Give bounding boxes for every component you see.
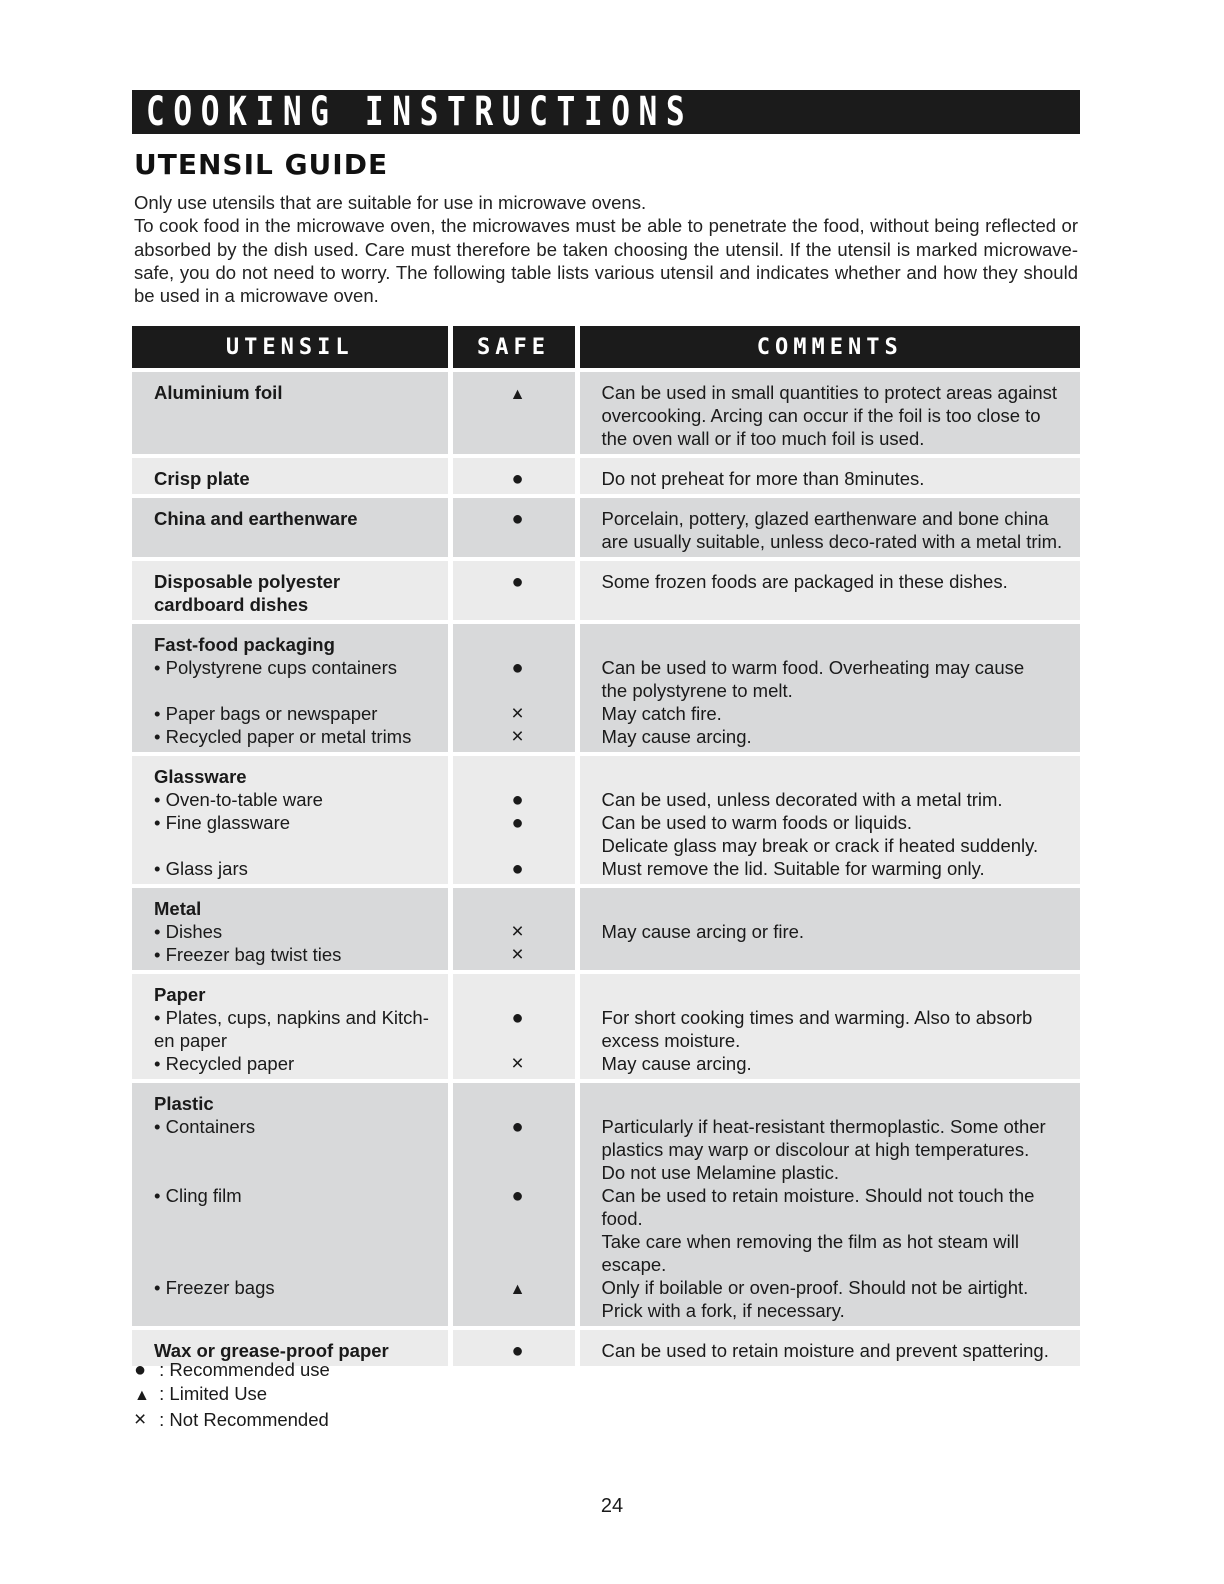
comment-cell: [577, 370, 1080, 456]
comment-line: Can be used, unless decorated with a metal trim.: [601, 789, 1003, 810]
utensil-name: Metal: [154, 898, 202, 919]
comment-line: Do not preheat for more than 8minutes.: [601, 468, 925, 489]
section-banner: [132, 90, 1080, 134]
comment-line: [602, 943, 1067, 966]
comment-cell: [577, 622, 1080, 754]
utensil-sub-item: [154, 1138, 434, 1161]
comment-line: Can be used to retain moisture and prevent spattering.: [601, 1340, 1049, 1361]
utensil-sub-item: • Oven-to-table ware: [154, 789, 323, 810]
comment-line: Prick with a fork, if necessary.: [601, 1300, 845, 1321]
legend-item-recommended: [134, 1358, 330, 1382]
safe-line: [475, 1052, 561, 1075]
comment-line: [602, 633, 1067, 656]
recommended-circle-icon: ●: [511, 1185, 524, 1207]
safe-line: [475, 1184, 561, 1207]
utensil-sub-item: [154, 1230, 434, 1253]
utensil-cell: [132, 370, 450, 456]
comment-line: May catch fire.: [601, 703, 722, 724]
comment-line: Porcelain, pottery, glazed earthenware and bone china: [601, 508, 1049, 529]
utensil-sub-item: • Freezer bag twist ties: [154, 944, 342, 965]
recommended-circle-icon: ●: [511, 657, 524, 679]
comment-line: Do not use Melamine plastic.: [601, 1162, 840, 1183]
safe-line: [475, 530, 561, 553]
recommended-circle-icon: ●: [511, 812, 524, 834]
safe-line: [475, 570, 561, 593]
safe-line: [475, 857, 561, 880]
utensil-sub-item: • Cling film: [154, 1185, 242, 1206]
safe-cell: [450, 1081, 577, 1328]
safe-line: [475, 765, 561, 788]
utensil-sub-item: • Polystyrene cups containers: [154, 657, 397, 678]
comment-line: Delicate glass may break or crack if heated suddenly.: [601, 835, 1039, 856]
comment-cell: [577, 456, 1080, 496]
comment-line: excess moisture.: [601, 1030, 741, 1051]
comment-cell: [577, 886, 1080, 972]
utensil-cell: [132, 559, 450, 622]
limited-triangle-icon: ▲: [509, 386, 526, 403]
comment-line: are usually suitable, unless deco-rated with a metal trim.: [601, 531, 1063, 552]
safe-line: [475, 1253, 561, 1276]
safe-line: [475, 1161, 561, 1184]
table-row: [132, 496, 1080, 559]
not-recommended-cross-icon: ×: [511, 702, 524, 725]
page-subtitle: UTENSIL GUIDE: [134, 148, 389, 181]
utensil-sub-item: • Containers: [154, 1116, 256, 1137]
comment-line: Must remove the lid. Suitable for warming only.: [601, 858, 985, 879]
comment-line: the oven wall or if too much foil is used.: [601, 428, 925, 449]
comment-cell: [577, 496, 1080, 559]
header-safe: SAFE: [450, 326, 577, 370]
safe-line: [475, 1276, 561, 1299]
safe-line: [475, 725, 561, 748]
recommended-circle-icon: ●: [511, 1116, 524, 1138]
intro-paragraph-1: Only use utensils that are suitable for use in microwave ovens.: [134, 192, 647, 213]
utensil-sub-item: [154, 1253, 434, 1276]
comment-line: For short cooking times and warming. Also to absorb: [601, 1007, 1033, 1028]
symbol-legend: [134, 1358, 330, 1431]
recommended-circle-icon: ●: [134, 1359, 147, 1381]
header-comments: COMMENTS: [577, 326, 1080, 370]
comment-line: [602, 593, 1067, 616]
recommended-circle-icon: ●: [511, 508, 524, 530]
comment-line: [602, 1092, 1067, 1115]
comment-cell: [577, 1081, 1080, 1328]
safe-line: [475, 633, 561, 656]
safe-line: [475, 1299, 561, 1322]
page-number: 24: [600, 1495, 624, 1517]
safe-line: [475, 1339, 561, 1362]
safe-line: [475, 427, 561, 450]
safe-line: [475, 1138, 561, 1161]
safe-line: [475, 1207, 561, 1230]
legend-label: : Recommended use: [154, 1359, 330, 1380]
recommended-circle-icon: ●: [511, 1340, 524, 1362]
intro-paragraph-2: To cook food in the microwave oven, the microwaves must be able to penetrate the food, without being reflected or absorbed by the dish used. Care must therefore be taken choosing the utensil. If the utensil is marked microwave-safe, you do not need to worry. The following table lists various utensil and indicates whether and how they should be used in a microwave oven.: [134, 215, 1078, 307]
utensil-sub-item: [154, 679, 434, 702]
utensil-name: Fast-food packaging: [154, 634, 335, 655]
table-row: [132, 370, 1080, 456]
utensil-cell: [132, 456, 450, 496]
comment-line: Some frozen foods are packaged in these dishes.: [601, 571, 1008, 592]
utensil-sub-item: [154, 834, 434, 857]
safe-line: [475, 943, 561, 966]
table-row: [132, 622, 1080, 754]
safe-cell: [450, 456, 577, 496]
comment-line: Take care when removing the film as hot steam will: [601, 1231, 1019, 1252]
table-row: [132, 886, 1080, 972]
intro-text: [134, 191, 1078, 307]
safe-line: [475, 507, 561, 530]
utensil-sub-item: en paper: [154, 1030, 228, 1051]
comment-line: Particularly if heat-resistant thermoplastic. Some other: [601, 1116, 1046, 1137]
comment-line: Can be used to warm food. Overheating may cause: [601, 657, 1025, 678]
comment-cell: [577, 972, 1080, 1081]
comment-cell: [577, 1328, 1080, 1366]
comment-line: escape.: [601, 1254, 667, 1275]
comment-line: Can be used to warm foods or liquids.: [601, 812, 913, 833]
utensil-sub-item: [154, 1207, 434, 1230]
safe-line: [475, 467, 561, 490]
utensil-name: Paper: [154, 984, 206, 1005]
comment-line: Can be used to retain moisture. Should not touch the: [601, 1185, 1035, 1206]
safe-line: [475, 404, 561, 427]
safe-cell: [450, 496, 577, 559]
comment-line: May cause arcing or fire.: [601, 921, 805, 942]
safe-line: [475, 702, 561, 725]
table-row: [132, 972, 1080, 1081]
safe-line: [475, 834, 561, 857]
utensil-cell: [132, 622, 450, 754]
legend-label: : Not Recommended: [154, 1408, 329, 1430]
utensil-cell: [132, 1081, 450, 1328]
utensil-sub-item: • Plates, cups, napkins and Kitch-: [154, 1007, 429, 1028]
comment-line: plastics may warp or discolour at high temperatures.: [601, 1139, 1030, 1160]
utensil-sub-item: • Paper bags or newspaper: [154, 703, 378, 724]
utensil-name: Disposable polyester: [154, 571, 341, 592]
recommended-circle-icon: ●: [511, 1007, 524, 1029]
utensil-name: Plastic: [154, 1093, 214, 1114]
utensil-name: China and earthenware: [154, 508, 358, 529]
utensil-name: cardboard dishes: [154, 594, 309, 615]
safe-cell: [450, 370, 577, 456]
safe-line: [475, 811, 561, 834]
utensil-name: Wax or grease-proof paper: [154, 1340, 389, 1361]
utensil-name: Aluminium foil: [154, 382, 283, 403]
safe-cell: [450, 622, 577, 754]
safe-line: [475, 1092, 561, 1115]
not-recommended-cross-icon: ×: [511, 920, 524, 943]
utensil-sub-item: • Recycled paper or metal trims: [154, 726, 412, 747]
comment-line: [602, 983, 1067, 1006]
comment-cell: [577, 559, 1080, 622]
utensil-name: Glassware: [154, 766, 247, 787]
safe-line: [475, 983, 561, 1006]
safe-line: [475, 381, 561, 404]
comment-line: food.: [601, 1208, 643, 1229]
table-row: [132, 456, 1080, 496]
utensil-cell: [132, 972, 450, 1081]
safe-line: [475, 920, 561, 943]
not-recommended-cross-icon: ×: [511, 725, 524, 748]
safe-cell: [450, 886, 577, 972]
safe-line: [475, 1029, 561, 1052]
not-recommended-cross-icon: ×: [134, 1407, 147, 1431]
safe-line: [475, 788, 561, 811]
safe-line: [475, 1115, 561, 1138]
comment-cell: [577, 754, 1080, 886]
comment-line: [602, 897, 1067, 920]
utensil-sub-item: • Fine glassware: [154, 812, 291, 833]
table-body: [132, 370, 1080, 1366]
utensil-name: Crisp plate: [154, 468, 250, 489]
safe-cell: [450, 972, 577, 1081]
utensil-cell: [132, 886, 450, 972]
safe-cell: [450, 1328, 577, 1366]
legend-item-not-recommended: [134, 1408, 330, 1431]
table-row: [132, 1081, 1080, 1328]
safe-line: [475, 1230, 561, 1253]
comment-line: Can be used in small quantities to protect areas against: [601, 382, 1058, 403]
recommended-circle-icon: ●: [511, 789, 524, 811]
utensil-sub-item: • Freezer bags: [154, 1277, 275, 1298]
banner-title: COOKING INSTRUCTIONS: [146, 90, 694, 134]
safe-line: [475, 679, 561, 702]
comment-line: May cause arcing.: [601, 1053, 752, 1074]
utensil-sub-item: [154, 1161, 434, 1184]
not-recommended-cross-icon: ×: [511, 1052, 524, 1075]
recommended-circle-icon: ●: [511, 468, 524, 490]
header-utensil: UTENSIL: [132, 326, 450, 370]
table-row: [132, 559, 1080, 622]
utensil-cell: [132, 496, 450, 559]
comment-line: overcooking. Arcing can occur if the foil is too close to: [601, 405, 1041, 426]
legend-item-limited: [134, 1382, 330, 1407]
comment-line: May cause arcing.: [601, 726, 752, 747]
utensil-sub-item: • Glass jars: [154, 858, 248, 879]
utensil-cell: [132, 754, 450, 886]
safe-cell: [450, 754, 577, 886]
safe-line: [475, 593, 561, 616]
safe-cell: [450, 559, 577, 622]
table-row: [132, 754, 1080, 886]
utensil-sub-item: [154, 1299, 434, 1322]
comment-line: [602, 765, 1067, 788]
safe-line: [475, 656, 561, 679]
safe-line: [475, 897, 561, 920]
legend-label: : Limited Use: [154, 1383, 268, 1405]
recommended-circle-icon: ●: [511, 571, 524, 593]
comment-line: Only if boilable or oven-proof. Should not be airtight.: [601, 1277, 1029, 1298]
utensil-sub-item: • Dishes: [154, 921, 223, 942]
safe-line: [475, 1006, 561, 1029]
table-header-row: [132, 326, 1080, 370]
recommended-circle-icon: ●: [511, 858, 524, 880]
comment-line: the polystyrene to melt.: [601, 680, 793, 701]
limited-triangle-icon: ▲: [509, 1281, 526, 1298]
limited-triangle-icon: ▲: [134, 1387, 150, 1405]
utensil-table: [132, 326, 1080, 1366]
not-recommended-cross-icon: ×: [511, 943, 524, 966]
utensil-sub-item: • Recycled paper: [154, 1053, 295, 1074]
